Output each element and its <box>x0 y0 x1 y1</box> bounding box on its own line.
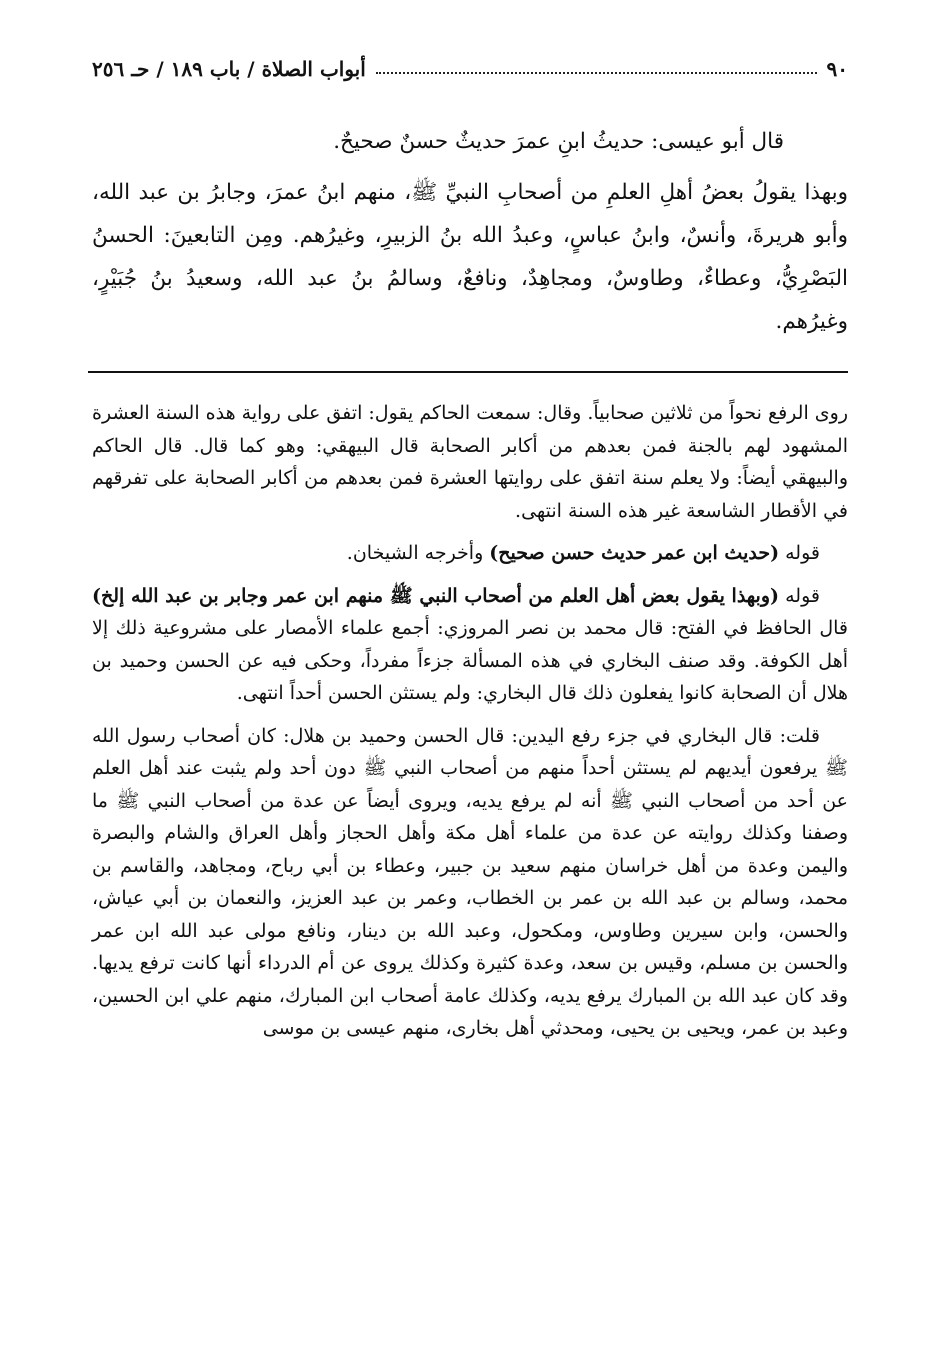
footnote-separator <box>88 371 848 373</box>
page-number: ٩٠ <box>826 57 848 81</box>
header-leader-dots <box>376 72 817 74</box>
commentary-2-text: وأخرجه الشيخان. <box>346 542 490 564</box>
commentary-3-quote: (وبهذا يقول بعض أهل العلم من أصحاب النبي ﷺ منهم ابن عمر وجابر بن عبد الله إلخ) <box>92 584 780 607</box>
commentary-paragraph-1: روى الرفع نحواً من ثلاثين صحابياً. وقال: سمعت الحاكم يقول: اتفق على رواية هذه السنة العشرة المشهود لهم بالجنة فمن بعدهم من أكابر الصحابة قال البيهقي: وهو كما قال. قال الحاكم والبيهقي أيضاً: ولا يعلم سنة اتفق على روايتها العشرة فمن بعدهم من أكابر الصحابة على تفرقهم في الأقطار الشاسعة غير هذه السنة انتهى. <box>92 402 848 522</box>
commentary-paragraph-2 <box>92 537 848 570</box>
commentary <box>92 397 848 1045</box>
book-page <box>92 52 848 1045</box>
commentary-paragraph-3 <box>92 580 848 710</box>
commentary-2-quote: (حديث ابن عمر حديث حسن صحيح) <box>489 542 780 564</box>
main-text <box>92 120 848 343</box>
commentary-2-prefix: قوله <box>779 542 820 564</box>
main-paragraph-2: وبهذا يقولُ بعضُ أهلِ العلمِ من أصحابِ النبيِّ ﷺ، منهم ابنُ عمرَ، وجابرُ بن عبد الله، وأبو هريرةَ، وأنسٌ، وابنُ عباسٍ، وعبدُ الله بنُ الزبيرِ، وغيرُهم. ومِن التابعينَ: الحسنُ البَصْرِيُّ، وعطاءٌ، وطاوسٌ، ومجاهِدٌ، ونافعٌ، وسالمُ بنُ عبد الله، وسعيدُ بنُ جُبَيْرٍ، وغيرُهم. <box>92 180 848 334</box>
page-header <box>92 52 848 86</box>
main-paragraph-1: قال أبو عيسى: حديثُ ابنِ عمرَ حديثٌ حسنٌ صحيحٌ. <box>333 129 784 154</box>
running-title: أبواب الصلاة / باب ١٨٩ / حـ ٢٥٦ <box>92 57 366 81</box>
commentary-paragraph-4: قلت: قال البخاري في جزء رفع اليدين: قال الحسن وحميد بن هلال: كان أصحاب رسول الله ﷺ يرفعون أيديهم لم يستثن أحداً منهم من أصحاب النبي ﷺ دون أحد ولم يثبت عند أهل العلم عن أحد من أصحاب النبي ﷺ أنه لم يرفع يديه، ويروى أيضاً عن عدة من أصحاب النبي ﷺ ما وصفنا وكذلك روايته عن عدة من علماء أهل مكة وأهل الحجاز وأهل العراق والشام والبصرة واليمن وعدة من أهل خراسان منهم سعيد بن جبير، وعطاء بن أبي رباح، ومجاهد، والقاسم بن محمد، وسالم بن عبد الله بن عمر بن الخطاب، وعمر بن عبد العزيز، والنعمان بن أبي عياش، والحسن، وابن سيرين وطاوس، ومكحول، وعبد الله بن دينار، ونافع مولى عبد الله ابن عمر والحسن بن مسلم، وقيس بن سعد، وعدة كثيرة وكذلك يروى عن أم الدرداء أنها كانت ترفع يديها. وقد كان عبد الله بن المبارك يرفع يديه، وكذلك عامة أصحاب ابن المبارك، منهم علي ابن الحسين، وعبد بن عمر، ويحيى بن يحيى، ومحدثي أهل بخارى، منهم عيسى بن موسى <box>92 724 848 1039</box>
commentary-3-text: قال الحافظ في الفتح: قال محمد بن نصر المروزي: أجمع علماء الأمصار على مشروعية ذلك إلا أهل الكوفة. وقد صنف البخاري في هذه المسألة جزءاً مفرداً، وحكى فيه عن الحسن وحميد بن هلال أن الصحابة كانوا يفعلون ذلك قال البخاري: ولم يستثن الحسن أحداً انتهى. <box>92 617 848 704</box>
commentary-3-prefix: قوله <box>779 584 820 607</box>
